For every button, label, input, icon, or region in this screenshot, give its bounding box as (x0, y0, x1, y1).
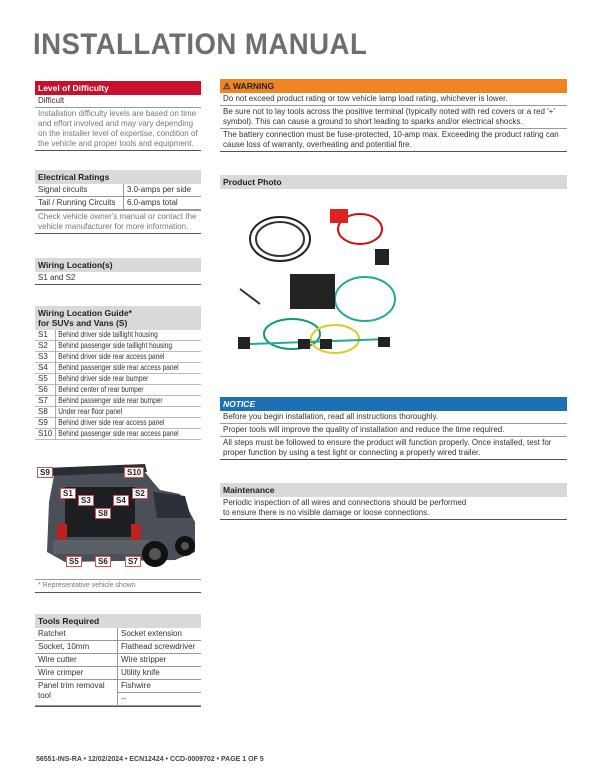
location-description: Behind driver side rear access panel (55, 352, 201, 363)
vehicle-label-s1: S1 (60, 488, 76, 499)
location-code: S1 (35, 330, 55, 341)
vehicle-label-s8: S8 (95, 508, 111, 519)
vehicle-label-s5: S5 (66, 556, 82, 567)
tool-item: Wire crimper (35, 667, 117, 680)
suv-illustration (35, 462, 201, 574)
wiring-location-section (35, 258, 201, 285)
vehicle-label-s7: S7 (125, 556, 141, 567)
tool-item: Fishwire (117, 680, 201, 693)
location-description: Behind driver side rear bumper (55, 374, 201, 385)
difficulty-description: Installation difficulty levels are based on time and effort involved and may vary depending on the installer level of expertise, condition of the vehicle and proper tools and equipment. (35, 108, 201, 151)
maintenance-header: Maintenance (220, 483, 567, 497)
notice-item: Proper tools will improve the quality of installation and reduce the time required. (220, 424, 567, 437)
notice-section (220, 397, 567, 460)
warning-icon: ⚠ (223, 81, 231, 91)
page-title: INSTALLATION MANUAL (33, 28, 368, 61)
location-code: S9 (35, 418, 55, 429)
electrical-section (35, 170, 201, 234)
vehicle-label-s10: S10 (124, 467, 144, 478)
warning-item: Do not exceed product rating or tow vehicle lamp load rating, whichever is lower. (220, 93, 567, 106)
warning-item: Be sure not to lay tools across the positive terminal (typically noted with red covers or a red '+' symbol). This can cause a ground to short leading to sparks and/or electrical shocks. (220, 106, 567, 129)
electrical-value: 3.0-amps per side (123, 184, 201, 197)
maintenance-text: Periodic inspection of all wires and connections should be performed to ensure there is no visible damage or loose connections. (220, 497, 567, 520)
caption-text: * Representative vehicle shown (35, 579, 201, 593)
location-description: Behind passenger side taillight housing (55, 341, 201, 352)
wiring-guide-section (35, 306, 201, 440)
location-code: S4 (35, 363, 55, 374)
difficulty-level: Difficult (35, 95, 201, 108)
vehicle-label-s4: S4 (113, 495, 129, 506)
tool-item: Wire stripper (117, 654, 201, 667)
product-photo (220, 189, 567, 379)
tool-item: Utility knife (117, 667, 201, 680)
location-code: S2 (35, 341, 55, 352)
electrical-label: Signal circuits (35, 184, 123, 197)
location-description: Behind driver side taillight housing (55, 330, 201, 341)
wiring-location-value: S1 and S2 (35, 272, 201, 285)
location-description: Behind driver side rear access panel (55, 418, 201, 429)
vehicle-label-s2: S2 (132, 488, 148, 499)
warning-title: WARNING (233, 81, 275, 91)
warning-item: The battery connection must be fuse-protected, 10-amp max. Exceeding the product rating can cause loss of warranty, overheating and potential fire. (220, 129, 567, 152)
electrical-note: Check vehicle owner's manual or contact the vehicle manufacturer for more information. (35, 211, 201, 234)
tools-header: Tools Required (35, 614, 201, 628)
tool-item: Socket, 10mm (35, 641, 117, 654)
electrical-header: Electrical Ratings (35, 170, 201, 184)
difficulty-section (35, 81, 201, 151)
tools-section (35, 614, 201, 707)
vehicle-image (35, 462, 201, 574)
wiring-location-header: Wiring Location(s) (35, 258, 201, 272)
wiring-guide-header (35, 306, 201, 330)
location-code: S10 (35, 429, 55, 440)
tool-item: Socket extension (117, 628, 201, 641)
tool-item: Ratchet (35, 628, 117, 641)
tool-item: Flathead screwdriver (117, 641, 201, 654)
warning-header (220, 79, 567, 93)
location-description: Behind passenger side rear access panel (55, 429, 201, 440)
vehicle-caption (35, 579, 201, 593)
footer: 56551-INS-RA • 12/02/2024 • ECN12424 • CCD-0009702 • PAGE 1 OF 5 (36, 756, 264, 763)
location-code: S8 (35, 407, 55, 418)
guide-header-line2: for SUVs and Vans (S) (38, 318, 128, 328)
location-code: S5 (35, 374, 55, 385)
notice-item: All steps must be followed to ensure the product will function properly. Once installed, test for proper function by using a test light or connecting a properly wired trailer. (220, 437, 567, 460)
location-description: Behind passenger side rear access panel (55, 363, 201, 374)
notice-item: Before you begin installation, read all instructions thoroughly. (220, 411, 567, 424)
vehicle-label-s6: S6 (95, 556, 111, 567)
location-code: S6 (35, 385, 55, 396)
location-description: Behind passenger side rear bumper (55, 396, 201, 407)
electrical-value: 6.0-amps total (123, 197, 201, 210)
location-code: S3 (35, 352, 55, 363)
warning-section (220, 79, 567, 152)
tools-table (35, 628, 201, 707)
vehicle-label-s3: S3 (78, 495, 94, 506)
product-photo-header: Product Photo (220, 175, 567, 189)
location-description: Under rear floor panel (55, 407, 201, 418)
vehicle-label-s9: S9 (37, 467, 53, 478)
tool-item: -- (117, 693, 201, 706)
difficulty-header: Level of Difficulty (35, 81, 201, 95)
notice-header: NOTICE (220, 397, 567, 411)
wiring-guide-table (35, 330, 201, 440)
tool-item: Wire cutter (35, 654, 117, 667)
tool-item: Panel trim removal tool (35, 680, 117, 706)
electrical-label: Tail / Running Circuits (35, 197, 123, 210)
product-photo-section (220, 175, 567, 382)
location-description: Behind center of rear bumper (55, 385, 201, 396)
maintenance-section (220, 483, 567, 520)
location-code: S7 (35, 396, 55, 407)
guide-header-line1: Wiring Location Guide* (38, 308, 132, 318)
